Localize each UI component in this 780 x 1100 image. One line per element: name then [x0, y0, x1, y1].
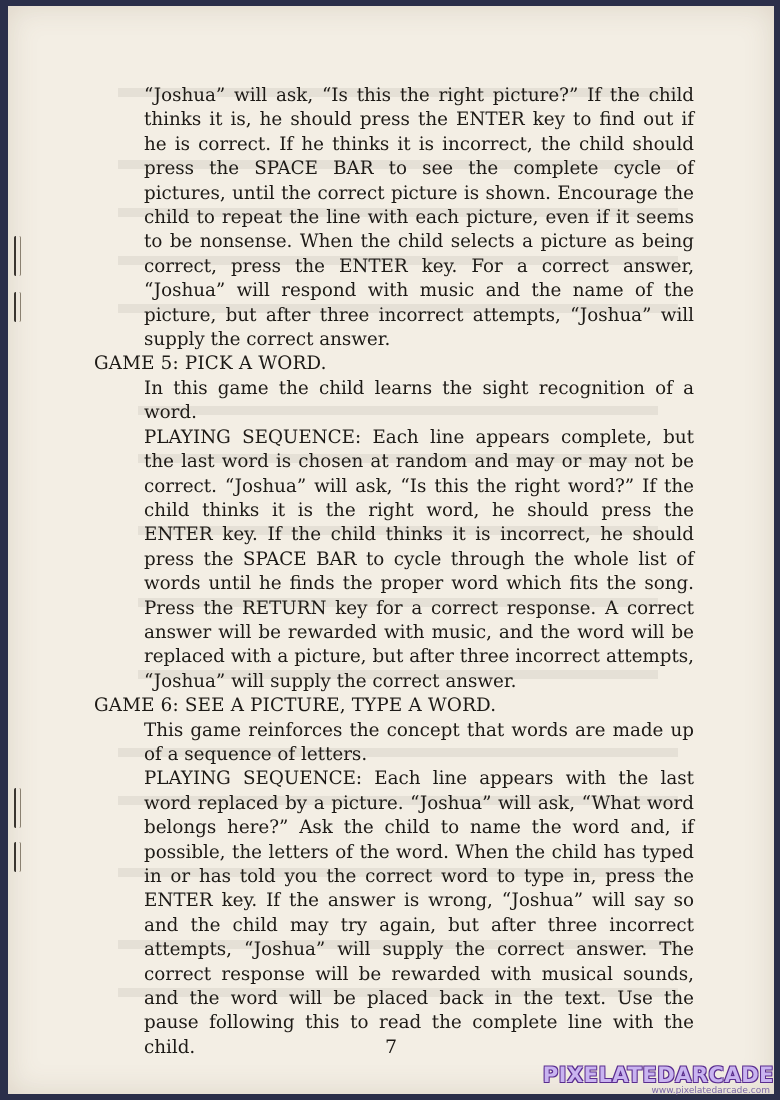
manual-text: [94, 84, 694, 1060]
watermark-brand: PIXELATEDARCADE: [542, 1063, 774, 1087]
binding-staple-top: [14, 236, 21, 276]
binding-staple-bottom-2: [14, 842, 21, 872]
binding-staple-top-2: [14, 292, 21, 322]
game5-playing-sequence: PLAYING SEQUENCE: Each line appears complete, but the last word is chosen at random and may or may not be correct. “Joshua” will ask, “Is this the right word?” If the child thinks it is the right word, he should press the ENTER key. If the child thinks it is incorrect, he should press the SPACE BAR to cycle through the whole list of words until he finds the proper word which fits the song. Press the RETURN key for a correct response. A correct answer will be rewarded with music, and the word will be replaced with a picture, but after three incorrect attempts, “Joshua” will supply the correct answer.: [144, 426, 694, 692]
game5-heading: GAME 5: PICK A WORD.: [94, 353, 327, 375]
page-number: 7: [384, 1036, 398, 1058]
watermark: [543, 1064, 774, 1096]
binding-staple-bottom: [14, 788, 21, 828]
game6-intro: This game reinforces the concept that words are made up of a sequence of letters.: [144, 719, 694, 765]
game4-continuation: “Joshua” will ask, “Is this the right picture?” If the child thinks it is, he should press the ENTER key to find out if he is correct. If he thinks it is incorrect, the child should press the SPACE BAR to see the complete cycle of pictures, until the correct picture is shown. Encourage the child to repeat the line with each picture, even if it seems to be nonsense. When the child selects a picture as being correct, press the ENTER key. For a correct answer, “Joshua” will respond with music and the name of the picture, but after three incorrect attempts, “Joshua” will supply the correct answer.: [144, 85, 694, 351]
manual-page: [8, 6, 774, 1094]
game6-playing-sequence: PLAYING SEQUENCE: Each line appears with the last word replaced by a picture. “Joshua” will ask, “What word belongs here?” Ask the child to name the word and, if possible, the letters of the word. When the child has typed in or has told you the correct word to type in, press the ENTER key. If the answer is wrong, “Joshua” will say so and the child may try again, but after three incorrect attempts, “Joshua” will supply the correct answer. The correct response will be rewarded with musical sounds, and the word will be placed back in the text. Use the pause following this to read the complete line with the child.: [144, 768, 694, 1058]
game5-intro: In this game the child learns the sight recognition of a word.: [144, 377, 694, 424]
watermark-url: www.pixelatedarcade.com: [651, 1086, 770, 1096]
game6-heading: GAME 6: SEE A PICTURE, TYPE A WORD.: [94, 695, 497, 717]
